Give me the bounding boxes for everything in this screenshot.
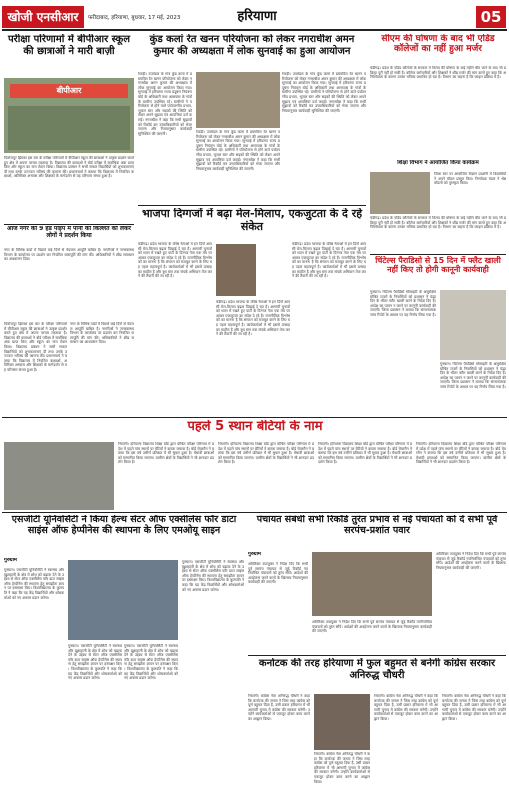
university-byline: गुरुग्राम [4, 558, 17, 563]
paper-name: खोजी एनसीआर [2, 6, 84, 28]
toppers-photo [4, 442, 114, 510]
photo-banner: बीपीआर [10, 84, 128, 98]
university-headline: एसजीटी यूनिवर्सिटी ने किया हेल्थ सेंटर ऑफ एक्सीलेंस फॉर डाटा साइंस ऑफ हेप्पीनेस की स्थापना के लिए एमओयू साइन [11, 515, 237, 536]
daughters-body: भिवानी। हरियाणा विद्यालय शिक्षा बोर्ड द्वारा घोषित परीक्षा परिणाम में प्रदेश में पहले पांच स्थानों पर बेटियों ने कब्जा जमाया है। बोर्ड चेयरमैन ने बताया कि इस वर्ष उत्तीर्ण प्रतिशत में भी सुधार हुआ है। मेधावी छात्राओं को सम्मानित किया जाएगा। ग्रामीण क्षेत्रों के विद्यार्थियों ने भी शानदार प्रदर्शन किया है। [416, 442, 506, 465]
divider [2, 512, 507, 513]
flats-body: गुरुग्राम। चिंटेल्स पैराडिसो सोसाइटी के असुरक्षित घोषित टावरों के निवासियों को प्रशासन ने पंद्रह दिन के भीतर फ्लैट खाली करने के निर्देश दिए हैं। आदेश का पालन न करने पर कानूनी कार्यवाही की जाएगी। जिला प्रशासन ने बताया कि संरचनात्मक जांच रिपोर्ट के आधार पर यह निर्णय लिया गया है। [440, 362, 506, 389]
congress-body: भिवानी। कांग्रेस नेता अनिरुद्ध चौधरी ने कहा कि कर्नाटक की जनता ने जिस तरह कांग्रेस को पूर्ण बहुमत दिया है, उसी प्रकार हरियाणा में भी आगामी चुनाव में कांग्रेस की सरकार बनेगी। उन्होंने कार्यकर्ताओं से एकजुट होकर काम करने का आह्वान किया। [314, 752, 370, 784]
exhibition-photo [370, 172, 430, 214]
leader-photo [216, 244, 256, 296]
building-photo [440, 290, 506, 360]
seem-body: चंडीगढ़। प्रदेश के एडिड कॉलेजों के सरकार में विलय की घोषणा के कई महीने बीत जाने के बाद भी प्रक्रिया पूरी नहीं हो सकी है। कॉलेज कर्मचारियों और शिक्षकों ने शीघ्र मर्जर की मांग करते हुए कहा कि अनिश्चितता के कारण उनका भविष्य प्रभावित हो रहा है। विभाग का कहना है कि फाइल प्रक्रिया में है। [370, 216, 506, 230]
meeting-photo [312, 552, 432, 616]
panchayat-body: अतिरिक्त उपायुक्त ने निर्देश दिए कि सभी पूर्व सरपंच पंचायत से जुड़े रिकॉर्ड नवनिर्वाचित पंचायतों को तुरंत सौंपें। आदेशों की अवहेलना करने वालों के खिलाफ नियमानुसार कार्यवाही की जाएगी। [248, 562, 308, 585]
left-column-text: फिरोजपुर झिरका इस बार के परीक्षा परिणामों में बीपीआर स्कूल की छात्राओं ने उत्कृष्ट प्रदर्शन करते हुए क्षेत्र में अपना परचम लहराया है। विद्यालय की छात्राओं ने बोर्ड परीक्षा में सर्वाधिक अंक प्राप्त किए और स्कूल का नाम रोशन किया। विद्यालय प्रबंधन ने सभी सफल विद्यार्थियों को शुभकामनाएं दीं तथा उनके उज्ज्वल भविष्य की कामना की। प्रधानाचार्य ने बताया कि विद्यालय में नियमित कक्षाओं, अतिरिक्त अभ्यास और शिक्षकों के मार्गदर्शन से यह परिणाम संभव हुआ है। [4, 322, 67, 372]
dateline: फरीदाबाद, हरियाणा, बुधवार, 17 मई, 2023 [88, 15, 181, 21]
daughters-body: भिवानी। हरियाणा विद्यालय शिक्षा बोर्ड द्वारा घोषित परीक्षा परिणाम में प्रदेश में पहले पांच स्थानों पर बेटियों ने कब्जा जमाया है। बोर्ड चेयरमैन ने बताया कि इस वर्ष उत्तीर्ण प्रतिशत में भी सुधार हुआ है। मेधावी छात्राओं को सम्मानित किया जाएगा। ग्रामीण क्षेत्रों के विद्यार्थियों ने भी शानदार प्रदर्शन किया है। [118, 442, 214, 465]
congress-body: भिवानी। कांग्रेस नेता अनिरुद्ध चौधरी ने कहा कि कर्नाटक की जनता ने जिस तरह कांग्रेस को पूर्ण बहुमत दिया है, उसी प्रकार हरियाणा में भी आगामी चुनाव में कांग्रेस की सरकार बनेगी। उन्होंने कार्यकर्ताओं से एकजुट होकर काम करने का आह्वान किया। [374, 694, 438, 721]
hearing-photo [196, 72, 280, 128]
mining-body: रेवाड़ी। उपमंडल के गांव कुंड कलां में प्रस्तावित रेत खनन परियोजना को लेकर नगराधीश अमन कुमार की अध्यक्षता में लोक सुनवाई का आयोजन किया गया। सुनवाई में हरियाणा राज्य प्रदूषण नियंत्रण बोर्ड के अधिकारी तथा आसपास के गांवों के ग्रामीण उपस्थित रहे। ग्रामीणों ने परियोजना से होने वाले पर्यावरणीय प्रभाव, भूजल स्तर और सड़कों की स्थिति को लेकर अपने सुझाव एवं आपत्तियां दर्ज कराईं। नगराधीश ने कहा कि सभी सुझावों को रिकॉर्ड कर उच्चाधिकारियों को भेजा जाएगा और नियमानुसार कार्यवाही सुनिश्चित की जाएगी। [196, 130, 280, 171]
bjp-headline: भाजपा दिग्गजों में बढ़ा मेल-मिलाप, एकजुटता के दे रहे संकेत [141, 208, 363, 233]
exam-photo [4, 78, 134, 153]
daughters-body: भिवानी। हरियाणा विद्यालय शिक्षा बोर्ड द्वारा घोषित परीक्षा परिणाम में प्रदेश में पहले पांच स्थानों पर बेटियों ने कब्जा जमाया है। बोर्ड चेयरमैन ने बताया कि इस वर्ष उत्तीर्ण प्रतिशत में भी सुधार हुआ है। मेधावी छात्राओं को सम्मानित किया जाएगा। ग्रामीण क्षेत्रों के विद्यार्थियों ने भी शानदार प्रदर्शन किया है। [318, 442, 412, 465]
students-group [8, 106, 130, 150]
university-body: गुरुग्राम। एसजीटी यूनिवर्सिटी ने स्वास्थ्य और खुशहाली के क्षेत्र में शोध को बढ़ावा देने के उद्देश्य से सेंटर ऑफ एक्सीलेंस फॉर डाटा साइंस ऑफ हेप्पीनेस की स्थापना हेतु समझौता ज्ञापन पर हस्ताक्षर किए। विश्वविद्यालय के कुलपति ने कहा कि यह केंद्र विद्यार्थियों और शोधकर्ताओं को नए अवसर प्रदान करेगा। [182, 560, 244, 592]
congress-body: भिवानी। कांग्रेस नेता अनिरुद्ध चौधरी ने कहा कि कर्नाटक की जनता ने जिस तरह कांग्रेस को पूर्ण बहुमत दिया है, उसी प्रकार हरियाणा में भी आगामी चुनाव में कांग्रेस की सरकार बनेगी। उन्होंने कार्यकर्ताओं से एकजुट होकर काम करने का आह्वान किया। [442, 694, 506, 721]
divider [248, 655, 506, 656]
leader-photo [314, 694, 370, 750]
masthead-rule [2, 29, 507, 31]
panchayat-body: अतिरिक्त उपायुक्त ने निर्देश दिए कि सभी पूर्व सरपंच पंचायत से जुड़े रिकॉर्ड नवनिर्वाचित पंचायतों को तुरंत सौंपें। आदेशों की अवहेलना करने वालों के खिलाफ नियमानुसार कार्यवाही की जाएगी। [312, 620, 432, 634]
congress-body: भिवानी। कांग्रेस नेता अनिरुद्ध चौधरी ने कहा कि कर्नाटक की जनता ने जिस तरह कांग्रेस को पूर्ण बहुमत दिया है, उसी प्रकार हरियाणा में भी आगामी चुनाव में कांग्रेस की सरकार बनेगी। उन्होंने कार्यकर्ताओं से एकजुट होकर काम करने का आह्वान किया। [248, 694, 310, 721]
flats-headline: चिंटेल्स पैराडिसो से 15 दिन में फ्लैट खाली नहीं किए तो होगी कानूनी कार्यवाही [375, 256, 501, 275]
university-body: गुरुग्राम। एसजीटी यूनिवर्सिटी ने स्वास्थ्य और खुशहाली के क्षेत्र में शोध को बढ़ावा देने के उद्देश्य से सेंटर ऑफ एक्सीलेंस फॉर डाटा साइंस ऑफ हेप्पीनेस की स्थापना हेतु समझौता ज्ञापन पर हस्ताक्षर किए। विश्वविद्यालय के कुलपति ने कहा कि यह केंद्र विद्यार्थियों और शोधकर्ताओं को नए अवसर प्रदान करेगा। [124, 644, 178, 681]
seem-body: चंडीगढ़। प्रदेश के एडिड कॉलेजों के सरकार में विलय की घोषणा के कई महीने बीत जाने के बाद भी प्रक्रिया पूरी नहीं हो सकी है। कॉलेज कर्मचारियों और शिक्षकों ने शीघ्र मर्जर की मांग करते हुए कहा कि अनिश्चितता के कारण उनका भविष्य प्रभावित हो रहा है। विभाग का कहना है कि फाइल प्रक्रिया में है। [370, 66, 506, 80]
page-number: 05 [476, 6, 506, 28]
mining-body: रेवाड़ी। उपमंडल के गांव कुंड कलां में प्रस्तावित रेत खनन परियोजना को लेकर नगराधीश अमन कुमार की अध्यक्षता में लोक सुनवाई का आयोजन किया गया। सुनवाई में हरियाणा राज्य प्रदूषण नियंत्रण बोर्ड के अधिकारी तथा आसपास के गांवों के ग्रामीण उपस्थित रहे। ग्रामीणों ने परियोजना से होने वाले पर्यावरणीय प्रभाव, भूजल स्तर और सड़कों की स्थिति को लेकर अपने सुझाव एवं आपत्तियां दर्ज कराईं। नगराधीश ने कहा कि सभी सुझावों को रिकॉर्ड कर उच्चाधिकारियों को भेजा जाएगा और नियमानुसार कार्यवाही सुनिश्चित की जाएगी। [282, 72, 366, 113]
water-body: नगर के विभिन्न वार्डों में पिछले कई दिनों से पेयजल आपूर्ति बाधित है। नागरिकों ने जनस्वास्थ्य विभाग के कार्यालय पर प्रदर्शन कर नियमित जलापूर्ति की मांग की। अधिकारियों ने शीघ्र समाधान का आश्वासन दिया। [4, 248, 134, 262]
section-label: हरियाणा [237, 9, 277, 24]
seem-headline: सीएम की घोषणा के बाद भी एडिड कॉलेजों का नहीं हुआ मर्जर [381, 34, 495, 55]
water-headline: आज नगर की 9 हेड पाइप में पानी की किल्लत को लेकर लोगों ने प्रदर्शन किया [6, 226, 132, 239]
daughters-body: भिवानी। हरियाणा विद्यालय शिक्षा बोर्ड द्वारा घोषित परीक्षा परिणाम में प्रदेश में पहले पांच स्थानों पर बेटियों ने कब्जा जमाया है। बोर्ड चेयरमैन ने बताया कि इस वर्ष उत्तीर्ण प्रतिशत में भी सुधार हुआ है। मेधावी छात्राओं को सम्मानित किया जाएगा। ग्रामीण क्षेत्रों के विद्यार्थियों ने भी शानदार प्रदर्शन किया है। [218, 442, 314, 465]
bjp-body: चंडीगढ़। प्रदेश भाजपा के वरिष्ठ नेताओं में इन दिनों आपसी मेल-मिलाप बढ़ता दिखाई दे रहा है। आगामी चुनावों को ध्यान में रखते हुए पार्टी के दिग्गज नेता एक मंच पर आकर एकजुटता का संदेश दे रहे हैं। राजनीतिक विश्लेषकों का मानना है कि संगठन को मजबूत करने के लिए यह पहल महत्वपूर्ण है। कार्यकर्ताओं में भी इससे उत्साह का माहौल है और बूथ स्तर तक संपर्क अभियान तेज करने की तैयारी की जा रही है। [292, 242, 366, 279]
flats-body: गुरुग्राम। चिंटेल्स पैराडिसो सोसाइटी के असुरक्षित घोषित टावरों के निवासियों को प्रशासन ने पंद्रह दिन के भीतर फ्लैट खाली करने के निर्देश दिए हैं। आदेश का पालन न करने पर कानूनी कार्यवाही की जाएगी। जिला प्रशासन ने बताया कि संरचनात्मक जांच रिपोर्ट के आधार पर यह निर्णय लिया गया है। [370, 290, 436, 317]
daughters-headline: पहले 5 स्थान बेटियों के नाम [187, 420, 323, 434]
panchayat-byline: गुरुग्राम [248, 552, 261, 557]
divider [370, 254, 506, 255]
exam-headline: परीक्षा परिणामों में बीपीआर स्कूल की छात्राओं ने मारी बाज़ी [7, 34, 130, 57]
left-column-text: नगर के विभिन्न वार्डों में पिछले कई दिनों से पेयजल आपूर्ति बाधित है। नागरिकों ने जनस्वास्थ्य विभाग के कार्यालय पर प्रदर्शन कर नियमित जलापूर्ति की मांग की। अधिकारियों ने शीघ्र समाधान का आश्वासन दिया। [70, 322, 134, 345]
mining-body: रेवाड़ी। उपमंडल के गांव कुंड कलां में प्रस्तावित रेत खनन परियोजना को लेकर नगराधीश अमन कुमार की अध्यक्षता में लोक सुनवाई का आयोजन किया गया। सुनवाई में हरियाणा राज्य प्रदूषण नियंत्रण बोर्ड के अधिकारी तथा आसपास के गांवों के ग्रामीण उपस्थित रहे। ग्रामीणों ने परियोजना से होने वाले पर्यावरणीय प्रभाव, भूजल स्तर और सड़कों की स्थिति को लेकर अपने सुझाव एवं आपत्तियां दर्ज कराईं। नगराधीश ने कहा कि सभी सुझावों को रिकॉर्ड कर उच्चाधिकारियों को भेजा जाएगा और नियमानुसार कार्यवाही सुनिश्चित की जाएगी। [138, 72, 192, 136]
bjp-body: चंडीगढ़। प्रदेश भाजपा के वरिष्ठ नेताओं में इन दिनों आपसी मेल-मिलाप बढ़ता दिखाई दे रहा है। आगामी चुनावों को ध्यान में रखते हुए पार्टी के दिग्गज नेता एक मंच पर आकर एकजुटता का संदेश दे रहे हैं। राजनीतिक विश्लेषकों का मानना है कि संगठन को मजबूत करने के लिए यह पहल महत्वपूर्ण है। कार्यकर्ताओं में भी इससे उत्साह का माहौल है और बूथ स्तर तक संपर्क अभियान तेज करने की तैयारी की जा रही है। [138, 242, 212, 279]
exam-body: फिरोजपुर झिरका इस बार के परीक्षा परिणामों में बीपीआर स्कूल की छात्राओं ने उत्कृष्ट प्रदर्शन करते हुए क्षेत्र में अपना परचम लहराया है। विद्यालय की छात्राओं ने बोर्ड परीक्षा में सर्वाधिक अंक प्राप्त किए और स्कूल का नाम रोशन किया। विद्यालय प्रबंधन ने सभी सफल विद्यार्थियों को शुभकामनाएं दीं तथा उनके उज्ज्वल भविष्य की कामना की। प्रधानाचार्य ने बताया कि विद्यालय में नियमित कक्षाओं, अतिरिक्त अभ्यास और शिक्षकों के मार्गदर्शन से यह परिणाम संभव हुआ है। [4, 156, 134, 179]
panchayat-body: अतिरिक्त उपायुक्त ने निर्देश दिए कि सभी पूर्व सरपंच पंचायत से जुड़े रिकॉर्ड नवनिर्वाचित पंचायतों को तुरंत सौंपें। आदेशों की अवहेलना करने वालों के खिलाफ नियमानुसार कार्यवाही की जाएगी। [436, 552, 506, 570]
mining-headline: कुंड कलां रेत खनन परियोजना को लेकर नगराधीश अमन कुमार की अध्यक्षता में लोक सुनवाई का हुआ आयोजन [149, 34, 355, 57]
mou-photo [68, 560, 178, 640]
panchayat-headline: पंचायत संबंधी सभी रिकॉर्ड तुरंत प्रभाव से नई पंचायतों को दें सभी पूर्व सरपंच-प्रशांत पवार [256, 515, 498, 536]
divider [4, 224, 134, 225]
divider [138, 205, 366, 206]
congress-headline: कर्नाटक की तरह हरियाणा में फुल बहुमत से बनेगी कांग्रेस सरकार अनिरुद्ध चौधरी [258, 658, 496, 681]
bjp-body: चंडीगढ़। प्रदेश भाजपा के वरिष्ठ नेताओं में इन दिनों आपसी मेल-मिलाप बढ़ता दिखाई दे रहा है। आगामी चुनावों को ध्यान में रखते हुए पार्टी के दिग्गज नेता एक मंच पर आकर एकजुटता का संदेश दे रहे हैं। राजनीतिक विश्लेषकों का मानना है कि संगठन को मजबूत करने के लिए यह पहल महत्वपूर्ण है। कार्यकर्ताओं में भी इससे उत्साह का माहौल है और बूथ स्तर तक संपर्क अभियान तेज करने की तैयारी की जा रही है। [216, 300, 290, 337]
university-body: गुरुग्राम। एसजीटी यूनिवर्सिटी ने स्वास्थ्य और खुशहाली के क्षेत्र में शोध को बढ़ावा देने के उद्देश्य से सेंटर ऑफ एक्सीलेंस फॉर डाटा साइंस ऑफ हेप्पीनेस की स्थापना हेतु समझौता ज्ञापन पर हस्ताक्षर किए। विश्वविद्यालय के कुलपति ने कहा कि यह केंद्र विद्यार्थियों और शोधकर्ताओं को नए अवसर प्रदान करेगा। [68, 644, 122, 681]
university-body: गुरुग्राम। एसजीटी यूनिवर्सिटी ने स्वास्थ्य और खुशहाली के क्षेत्र में शोध को बढ़ावा देने के उद्देश्य से सेंटर ऑफ एक्सीलेंस फॉर डाटा साइंस ऑफ हेप्पीनेस की स्थापना हेतु समझौता ज्ञापन पर हस्ताक्षर किए। विश्वविद्यालय के कुलपति ने कहा कि यह केंद्र विद्यार्थियों और शोधकर्ताओं को नए अवसर प्रदान करेगा। [4, 568, 64, 600]
exhibition-subhead: शिक्षा विभाग ने आयोजित किया कार्यक्रम [397, 160, 479, 166]
exhibition-body: जिला स्तर पर आयोजित विज्ञान प्रदर्शनी में विद्यार्थियों ने अपने मॉडल प्रस्तुत किए। निर्णायक मंडल ने श्रेष्ठ मॉडलों को पुरस्कृत किया। [434, 172, 506, 186]
divider [2, 417, 507, 418]
